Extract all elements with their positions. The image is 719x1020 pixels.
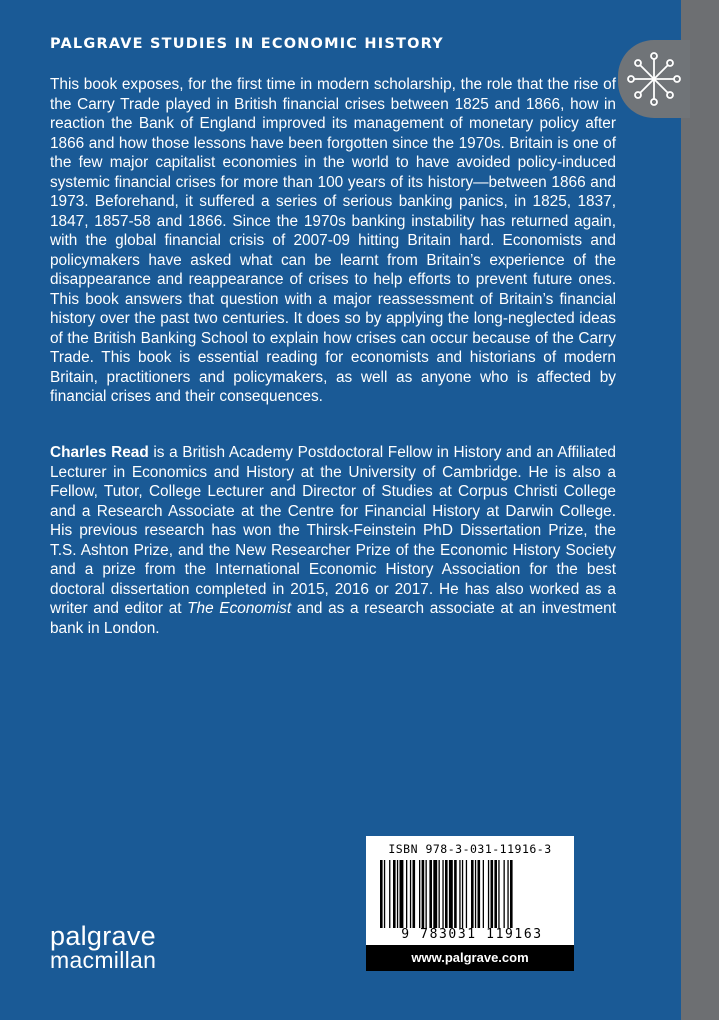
book-spine	[681, 0, 719, 1020]
barcode-digits: 9 783031 119163	[401, 927, 543, 942]
book-blurb: This book exposes, for the first time in modern scholarship, the role that the rise of the Carry Trade played in British financial crises between 1825 and 1866, how in reaction the Bank of England improved its management of monetary policy after 1866 and how those lessons have been forgotten since the 1970s. Britain is one of the few major capitalist economies in the world to have avoided policy-induced systemic financial crises for more than 100 years of its history—between 1866 and 1973. Beforehand, it suffered a series of serious banking panics, in 1825, 1837, 1847, 1857-58 and 1866. Since the 1970s banking instability has returned again, with the global financial crisis of 2007-09 hitting Britain hard. Economists and policymakers have asked what can be learnt from Britain’s experience of the disappearance and reappearance of crises to help efforts to prevent future ones. This book answers that question with a major reassessment of Britain’s financial history over the past two centuries. It does so by applying the long-neglected ideas of the British Banking School to explain how crises can occur because of the Carry Trade. This book is essential reading for economists and historians of modern Britain, practitioners and policymakers, as well as anyone who is affected by financial crises and their consequences.	[50, 76, 616, 405]
brand-line-palgrave: palgrave	[50, 921, 156, 951]
brand-line-macmillan: macmillan	[50, 947, 157, 973]
publication-name: The Economist	[187, 600, 292, 617]
author-bio-text: is a British Academy Postdoctoral Fellow in History and an Affiliated Lecturer in Economics and History at the University of Cambridge. He is also a Fellow, Tutor, College Lecturer and Director of Studies at Corpus Christi College and a Research Associate at the Centre for Financial History at Darwin College. His previous research has won the Thirsk-Feinstein PhD Dissertation Prize, the T.S. Ashton Prize, and the New Researcher Prize of the Economic History Society and a prize from the International Economic History Association for the best doctoral dissertation completed in 2015, 2016 or 2017. He has also worked as a writer and editor at	[50, 444, 616, 617]
isbn-label: ISBN 978-3-031-11916-3	[388, 842, 552, 856]
author-name: Charles Read	[50, 444, 149, 461]
website-link[interactable]: www.palgrave.com	[366, 945, 574, 971]
series-title: PALGRAVE STUDIES IN ECONOMIC HISTORY	[50, 36, 444, 52]
logo-tab	[618, 40, 690, 118]
author-bio-text-end: and as a research associate at an investment bank in London.	[50, 600, 616, 637]
author-bio	[50, 443, 616, 638]
barcode-icon	[380, 860, 560, 928]
barcode-panel	[366, 836, 574, 971]
palgrave-star-logo-icon	[626, 50, 682, 108]
publisher-logo	[50, 921, 157, 973]
